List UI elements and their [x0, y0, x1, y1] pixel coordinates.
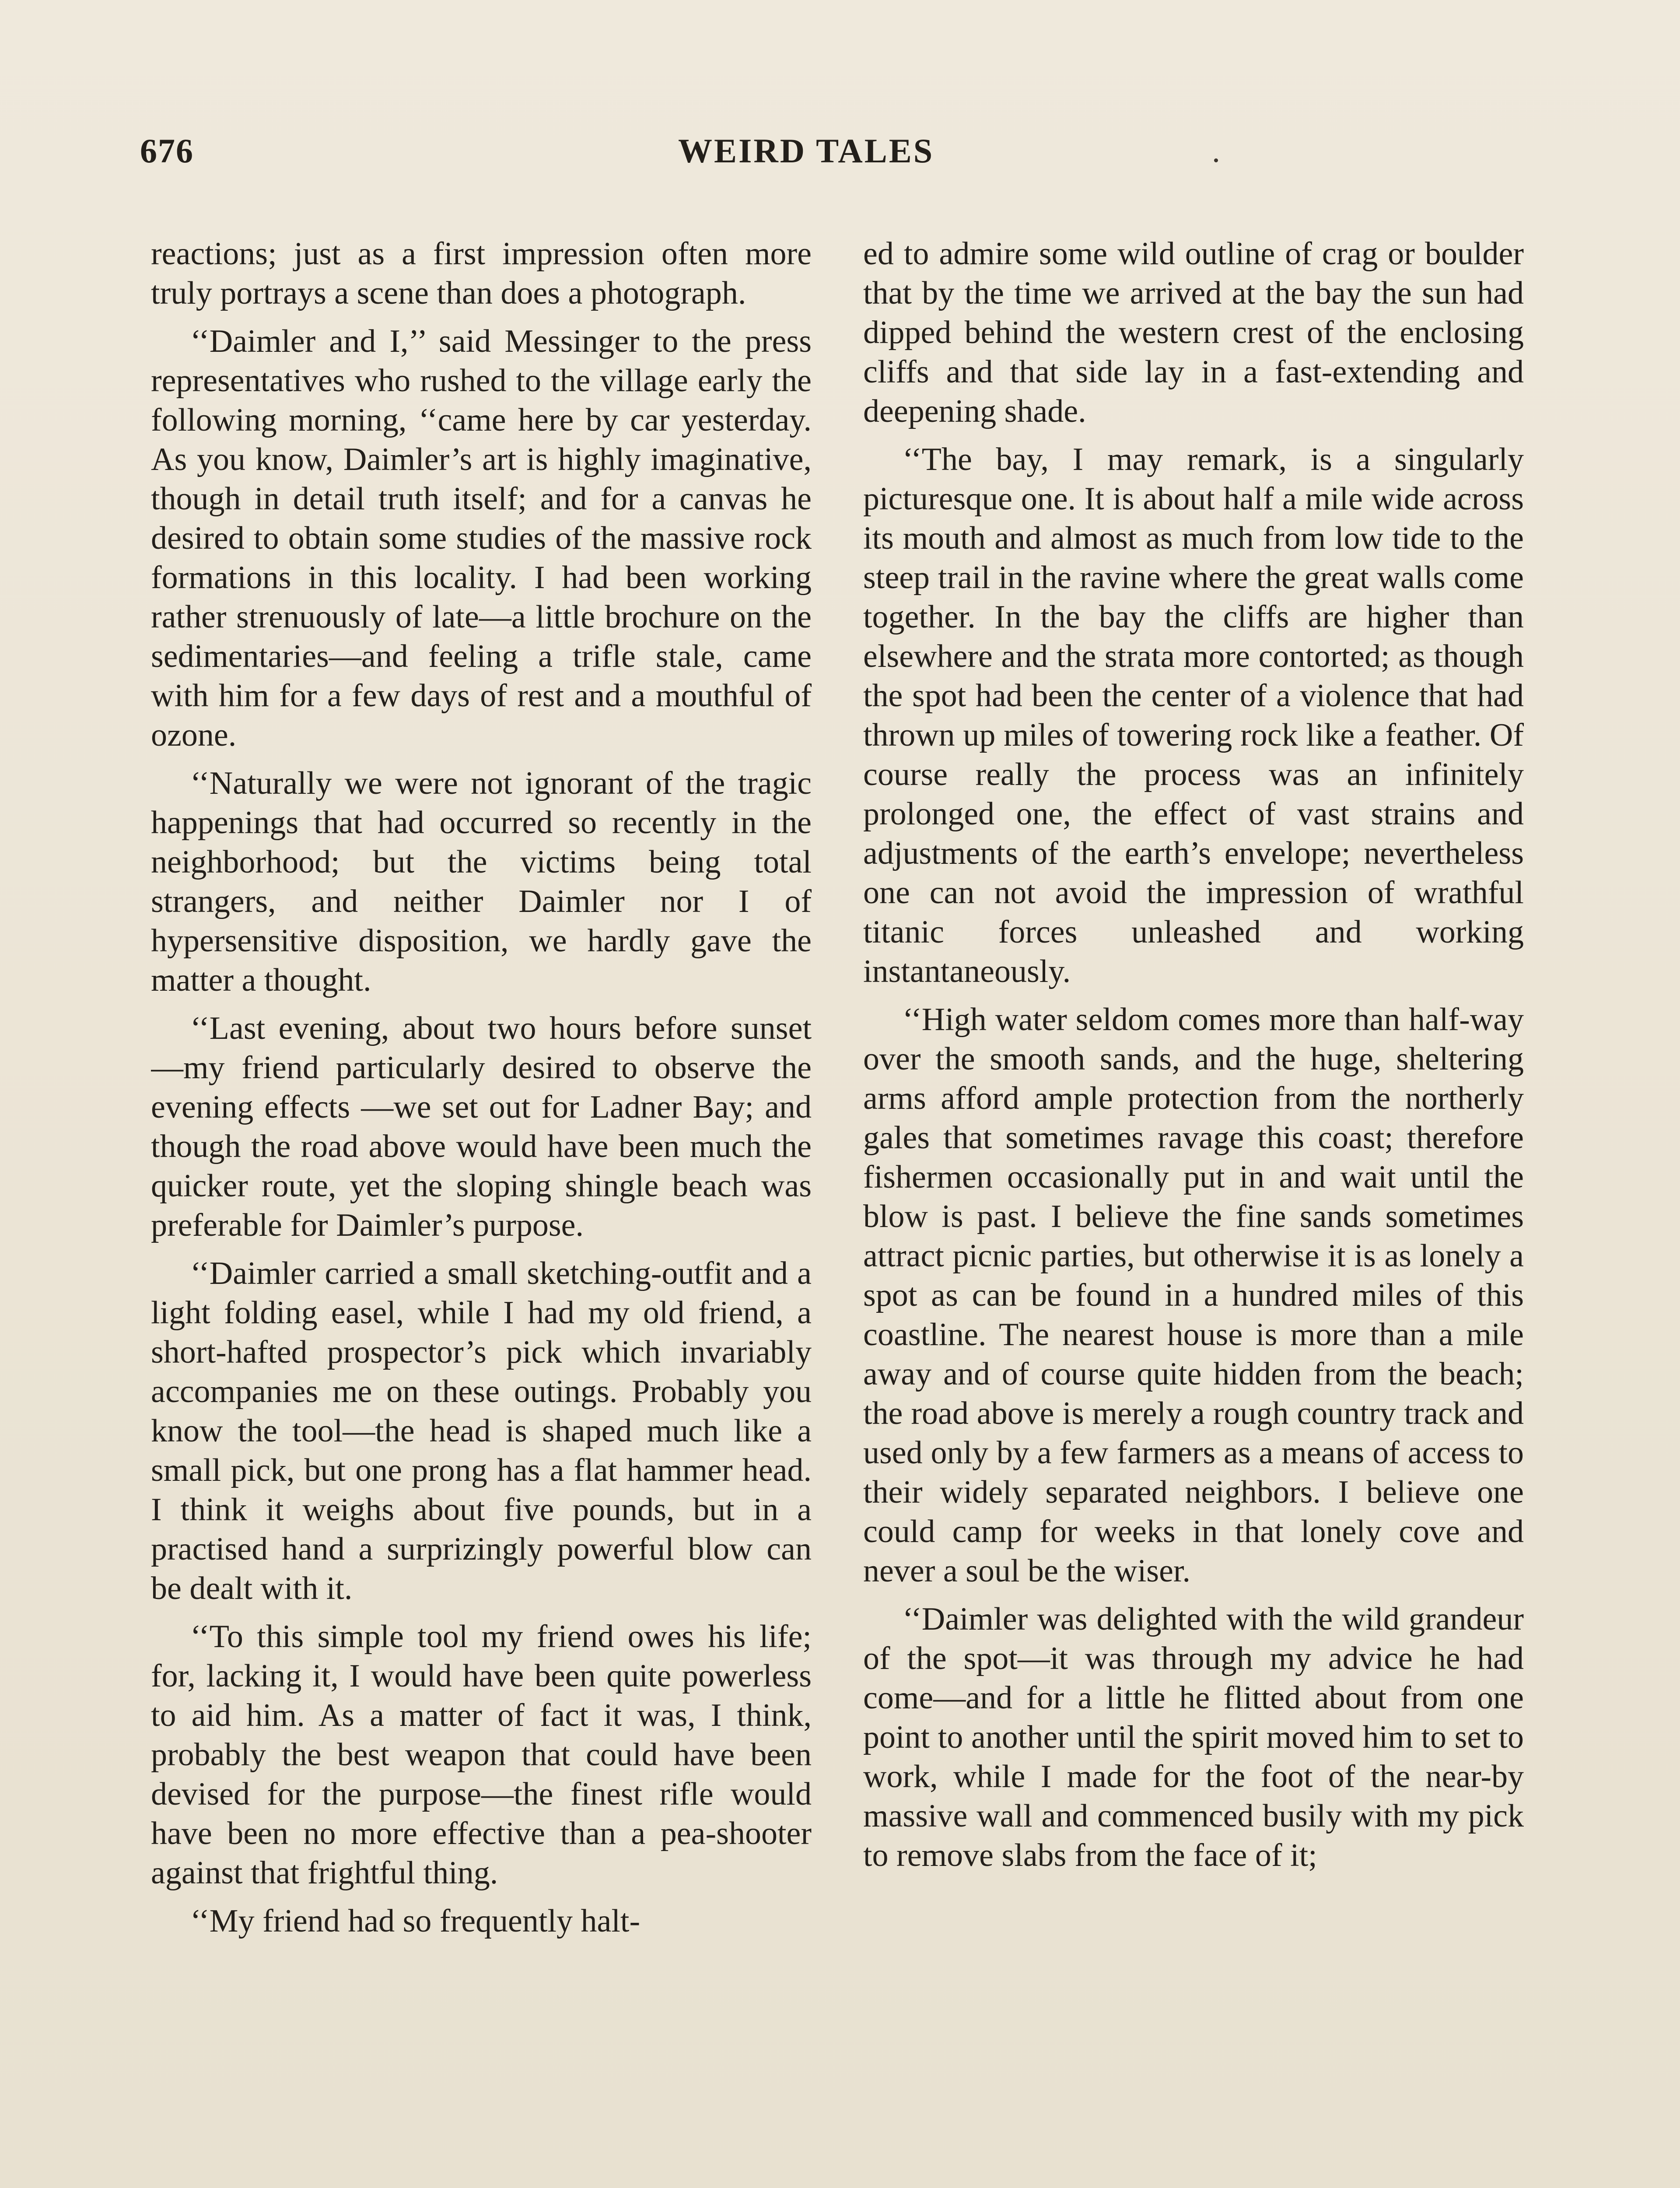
- left-column: [151, 234, 812, 2188]
- paragraph: reactions; just as a first impression often more truly portrays a scene than does a photograph.: [151, 236, 812, 311]
- paragraph: ed to admire some wild outline of crag or boulder that by the time we arrived at the bay the sun had dipped behind the western crest of the enclosing cliffs and that side lay in a fast-extending and deepening shade.: [863, 236, 1524, 429]
- paragraph: ‘‘To this simple tool my friend owes his life; for, lacking it, I would have been quite powerless to aid him. As a matter of fact it was, I think, probably the best weapon that could have been devised for the purpose—the finest rifle would have been no more effective than a pea-shooter against that frightful thing.: [151, 1619, 812, 1891]
- paragraph: ‘‘Daimler was delighted with the wild grandeur of the spot—it was through my advice he had come—and for a little he flitted about from one point to another until the spirit moved him to set to work, while I made for the foot of the near-by massive wall and commenced busily with my pick to remove slabs from the face of it;: [863, 1601, 1524, 1873]
- paragraph: ‘‘Daimler and I,’’ said Messinger to the press representatives who rushed to the village early the following morning, ‘‘came here by car yesterday. As you know, Daimler’s art is highly imaginative, though in detail truth itself; and for a canvas he desired to obtain some studies of the massive rock formations in this locality. I had been working rather strenuously of late—a little brochure on the sedimentaries—and feeling a trifle stale, came with him for a few days of rest and a mouthful of ozone.: [151, 323, 812, 753]
- paragraph: ‘‘Naturally we were not ignorant of the tragic happenings that had occurred so recently in the neighborhood; but the victims being total strangers, and neither Daimler nor I of hypersensitive disposition, we hardly gave the matter a thought.: [151, 765, 812, 998]
- paragraph: ‘‘The bay, I may remark, is a singularly picturesque one. It is about half a mile wide across its mouth and almost as much from low tide to the steep trail in the ravine where the great walls come together. In the bay the cliffs are higher than elsewhere and the strata more contorted; as though the spot had been the center of a violence that had thrown up miles of towering rock like a feather. Of course really the process was an infinitely prolonged one, the effect of vast strains and adjustments of the earth’s envelope; nevertheless one can not avoid the impression of wrathful titanic forces unleashed and working instantaneously.: [863, 442, 1524, 989]
- page-number: 676: [140, 132, 194, 170]
- paragraph: ‘‘Last evening, about two hours before sunset—my friend particularly desired to observe the evening effects —we set out for Ladner Bay; and though the road above would have been much the quicker route, yet the sloping shingle beach was preferable for Daimler’s purpose.: [151, 1010, 812, 1243]
- paragraph: ‘‘My friend had so frequently halt-: [190, 1903, 640, 1939]
- magazine-title: WEIRD TALES: [678, 132, 934, 170]
- right-column: [863, 234, 1524, 2188]
- ink-dot: [1214, 158, 1218, 162]
- running-header: [140, 131, 1522, 184]
- paragraph: ‘‘Daimler carried a small sketching-outfit and a light folding easel, while I had my old friend, a short-hafted prospector’s pick which invariably accompanies me on these outings. Probably you know the tool—the head is shaped much like a small pick, but one prong has a flat hammer head. I think it weighs about five pounds, but in a practised hand a surprizingly powerful blow can be dealt with it.: [151, 1255, 812, 1606]
- paragraph: ‘‘High water seldom comes more than half-way over the smooth sands, and the huge, sheltering arms afford ample protection from the northerly gales that sometimes ravage this coast; therefore fishermen occasionally put in and wait until the blow is past. I believe the fine sands sometimes attract picnic parties, but otherwise it is as lonely a spot as can be found in a hundred miles of this coastline. The nearest house is more than a mile away and of course quite hidden from the beach; the road above is merely a rough country track and used only by a few farmers as a means of access to their widely separated neighbors. I believe one could camp for weeks in that lonely cove and never a soul be the wiser.: [863, 1002, 1524, 1589]
